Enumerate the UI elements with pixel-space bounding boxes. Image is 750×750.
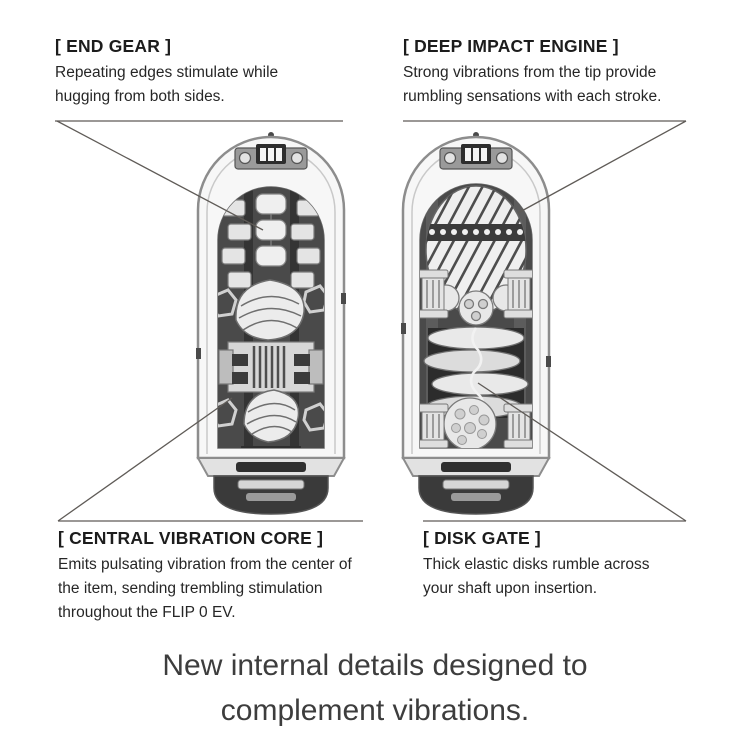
- callout-deep-impact-engine-line-1: Strong vibrations from the tip provide: [403, 64, 657, 81]
- right-device-top-connector: [440, 144, 512, 169]
- callout-disk-gate-title: [ DISK GATE ]: [423, 528, 541, 548]
- callout-central-vibration-core-line-2: the item, sending trembling stimulation: [58, 580, 323, 597]
- ribbed-band: [219, 342, 323, 392]
- callout-central-vibration-core-line-3: throughout the FLIP 0 EV.: [58, 604, 236, 621]
- callout-deep-impact-engine: [403, 36, 733, 109]
- callout-deep-impact-engine-line-2: rumbling sensations with each stroke.: [403, 88, 662, 105]
- bumpy-ball: [444, 398, 496, 450]
- central-spine: [256, 194, 286, 266]
- callout-central-vibration-core-body: [58, 553, 388, 625]
- callout-end-gear-title: [ END GEAR ]: [55, 36, 172, 56]
- callout-deep-impact-engine-title: [ DEEP IMPACT ENGINE ]: [403, 36, 619, 56]
- left-device-top-connector: [235, 144, 307, 169]
- bottom-caption-line-2: complement vibrations.: [220, 694, 530, 727]
- left-device-interior: [212, 187, 328, 448]
- callout-end-gear: [55, 36, 385, 109]
- callout-central-vibration-core: [58, 528, 388, 625]
- right-device-illustration: [390, 128, 565, 523]
- callout-end-gear-line-2: hugging from both sides.: [55, 88, 225, 105]
- callout-disk-gate-body: [423, 553, 750, 601]
- left-device-base: [198, 458, 344, 514]
- left-device-illustration: [186, 128, 356, 523]
- callout-deep-impact-engine-body: [403, 61, 733, 109]
- callout-central-vibration-core-line-1: Emits pulsating vibration from the center of: [58, 556, 352, 573]
- bottom-caption: [0, 643, 750, 733]
- callout-central-vibration-core-title: [ CENTRAL VIBRATION CORE ]: [58, 528, 324, 548]
- callout-disk-gate-line-2: your shaft upon insertion.: [423, 580, 598, 597]
- callout-end-gear-body: [55, 61, 385, 109]
- callout-disk-gate-line-1: Thick elastic disks rumble across: [423, 556, 650, 573]
- callout-disk-gate: [423, 528, 750, 601]
- bottom-caption-line-1: New internal details designed to: [162, 649, 588, 682]
- callout-end-gear-line-1: Repeating edges stimulate while: [55, 64, 279, 81]
- right-device-base: [403, 458, 549, 514]
